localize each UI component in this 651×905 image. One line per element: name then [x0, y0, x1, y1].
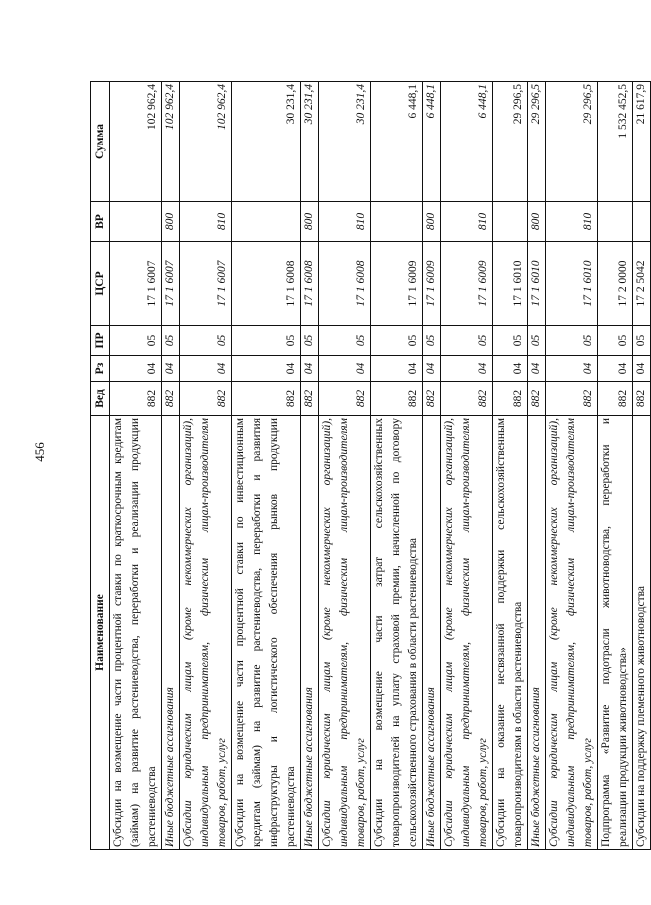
cell-name-line: Субсидии на возмещение части процентной ставки по краткосрочным кредитам: [112, 418, 124, 847]
cell-vr: 810: [180, 202, 232, 242]
cell-rz: 04: [301, 356, 319, 382]
cell-sum: 102 962,4: [110, 82, 162, 202]
cell-vr: 800: [301, 202, 319, 242]
cell-rz: 04: [546, 356, 598, 382]
cell-name-line: Субсидии на возмещение части процентной ставки по инвестиционным: [234, 418, 246, 847]
cell-ved: 882: [301, 382, 319, 416]
cell-name-line: товаров, работ, услуг: [216, 738, 228, 847]
cell-name-line: товаров, работ, услуг: [477, 738, 489, 847]
cell-name: [598, 416, 633, 850]
cell-ved: 882: [232, 382, 301, 416]
header-name: Наименование: [91, 416, 110, 850]
cell-sum: 30 231,4: [232, 82, 301, 202]
cell-csr: 17 1 6009: [441, 242, 493, 326]
cell-pr: 05: [546, 326, 598, 356]
table-row: [319, 82, 371, 850]
cell-name-line: растениеводства: [146, 766, 158, 847]
cell-csr: 17 1 6008: [301, 242, 319, 326]
cell-name: [633, 416, 651, 850]
cell-name-line: индивидуальным предпринимателям, физическим лицам-производителям: [460, 418, 472, 847]
cell-sum: 6 448,1: [371, 82, 423, 202]
cell-pr: 05: [371, 326, 423, 356]
cell-vr: [493, 202, 528, 242]
cell-csr: 17 1 6007: [110, 242, 162, 326]
cell-name-line: Субсидии юридическим лицам (кроме некоммерческих организаций),: [548, 418, 560, 847]
cell-sum: 21 617,9: [633, 82, 651, 202]
cell-rz: 04: [493, 356, 528, 382]
cell-vr: [232, 202, 301, 242]
cell-name-line: сельскохозяйственного страхования в области растениеводства: [407, 538, 419, 847]
cell-vr: 800: [162, 202, 180, 242]
cell-pr: 05: [110, 326, 162, 356]
cell-csr: 17 1 6009: [371, 242, 423, 326]
header-rz: Рз: [91, 356, 110, 382]
cell-rz: 04: [232, 356, 301, 382]
cell-rz: 04: [528, 356, 546, 382]
cell-name: [162, 416, 180, 850]
table-row: [493, 82, 528, 850]
table-row: [180, 82, 232, 850]
cell-csr: 17 1 6008: [232, 242, 301, 326]
cell-rz: 04: [633, 356, 651, 382]
cell-pr: 05: [232, 326, 301, 356]
cell-vr: [598, 202, 633, 242]
budget-table: [90, 81, 651, 850]
cell-rz: 04: [441, 356, 493, 382]
cell-rz: 04: [180, 356, 232, 382]
cell-ved: 882: [110, 382, 162, 416]
header-sum: Сумма: [91, 82, 110, 202]
cell-csr: 17 1 6010: [546, 242, 598, 326]
table-row: [110, 82, 162, 850]
cell-name-line: Субсидии на оказание несвязанной поддержки сельскохозяйственным: [495, 418, 507, 847]
cell-name: [180, 416, 232, 850]
cell-vr: 800: [528, 202, 546, 242]
cell-pr: 05: [493, 326, 528, 356]
cell-ved: 882: [180, 382, 232, 416]
cell-pr: 05: [423, 326, 441, 356]
cell-name-line: Иные бюджетные ассигнования: [530, 687, 542, 847]
cell-name: [423, 416, 441, 850]
cell-name-line: индивидуальным предпринимателям, физическим лицам-производителям: [338, 418, 350, 847]
table-header-row: [91, 82, 110, 850]
cell-rz: 04: [371, 356, 423, 382]
cell-ved: 882: [162, 382, 180, 416]
cell-rz: 04: [598, 356, 633, 382]
cell-name: [110, 416, 162, 850]
table-row: [528, 82, 546, 850]
cell-name-line: реализации продукции животноводства»: [617, 647, 629, 847]
table-row: [162, 82, 180, 850]
cell-name-line: Субсидии на возмещение части затрат сельскохозяйственных: [373, 418, 385, 847]
cell-name: [546, 416, 598, 850]
cell-rz: 04: [110, 356, 162, 382]
cell-name: [528, 416, 546, 850]
cell-name-line: инфраструктуры и логистического обеспечения рынков продукции: [268, 418, 280, 847]
cell-vr: 810: [441, 202, 493, 242]
cell-pr: 05: [319, 326, 371, 356]
cell-name-line: Подпрограмма «Развитие подотрасли животноводства, переработки и: [600, 418, 612, 847]
cell-rz: 04: [319, 356, 371, 382]
cell-name-line: Субсидии юридическим лицам (кроме некоммерческих организаций),: [321, 418, 333, 847]
page-number: 456: [32, 442, 47, 462]
cell-name-line: Субсидии юридическим лицам (кроме некоммерческих организаций),: [443, 418, 455, 847]
table-row: [441, 82, 493, 850]
cell-ved: 882: [598, 382, 633, 416]
cell-csr: 17 1 6010: [528, 242, 546, 326]
cell-sum: 29 296,5: [528, 82, 546, 202]
table-row: [423, 82, 441, 850]
cell-name-line: индивидуальным предпринимателям, физическим лицам-производителям: [199, 418, 211, 847]
cell-name-line: растениеводства: [285, 766, 297, 847]
cell-ved: 882: [423, 382, 441, 416]
cell-vr: [633, 202, 651, 242]
cell-sum: 6 448,1: [441, 82, 493, 202]
cell-pr: 05: [441, 326, 493, 356]
cell-name: [493, 416, 528, 850]
table-row: [232, 82, 301, 850]
cell-vr: [110, 202, 162, 242]
cell-name-line: (займам) на развитие растениеводства, переработки и реализации продукции: [129, 418, 141, 847]
cell-name-line: Субсидии на поддержку племенного животноводства: [635, 586, 647, 847]
cell-ved: 882: [528, 382, 546, 416]
cell-rz: 04: [162, 356, 180, 382]
cell-csr: 17 1 6008: [319, 242, 371, 326]
cell-sum: 29 296,5: [546, 82, 598, 202]
cell-vr: 800: [423, 202, 441, 242]
cell-ved: 882: [633, 382, 651, 416]
cell-ved: 882: [546, 382, 598, 416]
cell-vr: 810: [546, 202, 598, 242]
cell-sum: 102 962,4: [180, 82, 232, 202]
cell-name-line: товаропроизводителям в области растениеводства: [512, 601, 524, 847]
cell-pr: 05: [528, 326, 546, 356]
cell-name-line: Субсидии юридическим лицам (кроме некоммерческих организаций),: [182, 418, 194, 847]
cell-sum: 1 532 452,5: [598, 82, 633, 202]
cell-sum: 6 448,1: [423, 82, 441, 202]
cell-name-line: товаров, работ, услуг: [355, 738, 367, 847]
cell-rz: 04: [423, 356, 441, 382]
cell-name: [441, 416, 493, 850]
cell-csr: 17 2 5042: [633, 242, 651, 326]
cell-name-line: Иные бюджетные ассигнования: [303, 687, 315, 847]
cell-vr: 810: [319, 202, 371, 242]
cell-pr: 05: [633, 326, 651, 356]
cell-sum: 102 962,4: [162, 82, 180, 202]
cell-name-line: Иные бюджетные ассигнования: [164, 687, 176, 847]
cell-pr: 05: [598, 326, 633, 356]
cell-csr: 17 1 6010: [493, 242, 528, 326]
header-csr: ЦСР: [91, 242, 110, 326]
cell-name: [301, 416, 319, 850]
table-row: [371, 82, 423, 850]
cell-name: [319, 416, 371, 850]
cell-name-line: Иные бюджетные ассигнования: [425, 687, 437, 847]
table-row: [598, 82, 633, 850]
cell-csr: 17 2 0000: [598, 242, 633, 326]
cell-name-line: товаров, работ, услуг: [582, 738, 594, 847]
cell-sum: 30 231,4: [319, 82, 371, 202]
table-row: [546, 82, 598, 850]
cell-sum: 30 231,4: [301, 82, 319, 202]
cell-ved: 882: [319, 382, 371, 416]
cell-ved: 882: [441, 382, 493, 416]
cell-ved: 882: [371, 382, 423, 416]
cell-pr: 05: [162, 326, 180, 356]
cell-name: [371, 416, 423, 850]
cell-ved: 882: [493, 382, 528, 416]
header-pr: ПР: [91, 326, 110, 356]
cell-name-line: товаропроизводителей на уплату страховой премии, начисленной по договору: [390, 418, 402, 847]
cell-name-line: кредитам (займам) на развитие растениеводства, переработки и развития: [251, 418, 263, 847]
cell-csr: 17 1 6007: [180, 242, 232, 326]
table-row: [301, 82, 319, 850]
cell-pr: 05: [180, 326, 232, 356]
cell-csr: 17 1 6007: [162, 242, 180, 326]
cell-sum: 29 296,5: [493, 82, 528, 202]
cell-csr: 17 1 6009: [423, 242, 441, 326]
header-ved: Вед: [91, 382, 110, 416]
cell-name-line: индивидуальным предпринимателям, физическим лицам-производителям: [565, 418, 577, 847]
header-vr: ВР: [91, 202, 110, 242]
table-body: [110, 82, 651, 850]
table-row: [633, 82, 651, 850]
cell-vr: [371, 202, 423, 242]
cell-name: [232, 416, 301, 850]
cell-pr: 05: [301, 326, 319, 356]
